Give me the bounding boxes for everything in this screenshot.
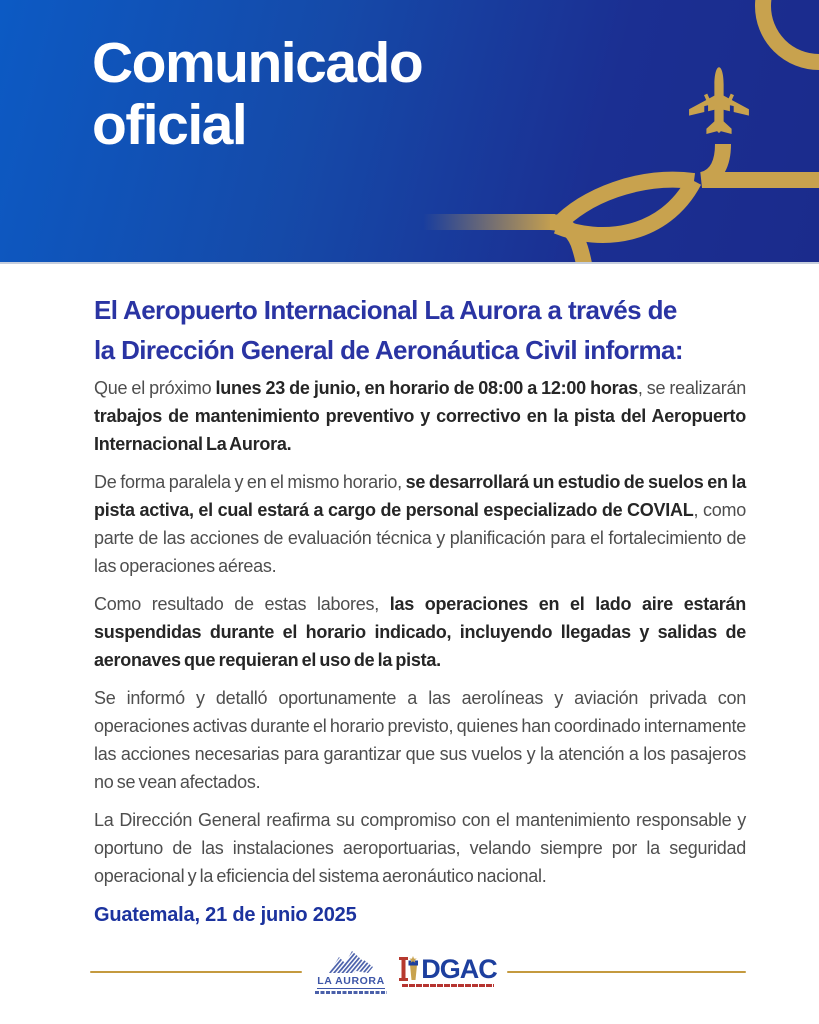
dgac-label: DGAC xyxy=(421,953,497,984)
dgac-subtext-strip xyxy=(402,984,494,988)
page-title xyxy=(92,32,422,156)
text-segment: , como parte de las acciones de evaluación técnica y planificación para el fortalecimiento de las operaciones aéreas. xyxy=(94,500,746,576)
paragraph xyxy=(94,684,746,796)
header-banner xyxy=(0,0,819,264)
mountain-peaks-icon xyxy=(328,949,374,975)
text-segment: trabajos de mantenimiento preventivo y correctivo en la pista del Aeropuerto Internacional La Aurora. xyxy=(94,406,746,454)
text-segment: lunes 23 de junio, en horario de 08:00 a 12:00 horas xyxy=(215,378,638,398)
page-title-line1: Comunicado xyxy=(92,31,423,95)
footer-logos xyxy=(90,949,746,994)
date-line: Guatemala, 21 de junio 2025 xyxy=(94,904,357,926)
paragraph xyxy=(94,374,746,458)
divider-line-right xyxy=(507,971,746,973)
text-segment: , se realizarán xyxy=(637,378,746,398)
la-aurora-logo xyxy=(313,949,389,994)
route-band xyxy=(702,144,819,180)
page-title-line2: oficial xyxy=(92,93,247,157)
divider-line-left xyxy=(90,971,302,973)
announcement-heading xyxy=(94,290,746,370)
announcement-heading-line2: la Dirección General de Aeronáutica Civil informa: xyxy=(94,335,683,365)
text-segment: las operaciones en el lado aire estarán suspendidas durante el horario indicado, incluyendo llegadas y salidas de aeronaves que requieran el uso de la pista. xyxy=(94,594,746,670)
text-segment: Se informó y detalló oportunamente a las aerolíneas y aviación privada con operaciones activas durante el horario previsto, quienes han coordinado internamente las acciones necesarias para garantizar que sus vuelos y la atención a los pasajeros no se vean afectados. xyxy=(94,688,746,792)
la-aurora-subtext-strip xyxy=(315,991,387,994)
la-aurora-label: LA AURORA xyxy=(317,975,385,987)
route-streak xyxy=(423,214,555,230)
control-tower-icon xyxy=(399,956,418,982)
paragraph xyxy=(94,468,746,580)
dgac-logo xyxy=(400,953,497,988)
text-segment: se desarrollará un estudio de suelos en la pista activa, el cual estará a cargo de personal especializado de COVIAL xyxy=(94,472,746,520)
airplane-icon xyxy=(689,67,749,134)
paragraph xyxy=(94,806,746,890)
ring-arc-icon xyxy=(763,0,819,62)
paragraph xyxy=(94,590,746,674)
text-segment: La Dirección General reafirma su compromiso con el mantenimiento responsable y oportuno de las instalaciones aeroportuarias, velando siempre por la seguridad operacional y la eficiencia del sistema aeronáutico nacional. xyxy=(94,810,746,886)
announcement-heading-line1: El Aeropuerto Internacional La Aurora a través de xyxy=(94,295,677,325)
text-segment: Como resultado de estas labores, xyxy=(94,594,390,614)
announcement-body xyxy=(94,290,746,927)
text-segment: De forma paralela y en el mismo horario, xyxy=(94,472,406,492)
paragraphs xyxy=(94,374,746,890)
text-segment: Que el próximo xyxy=(94,378,216,398)
